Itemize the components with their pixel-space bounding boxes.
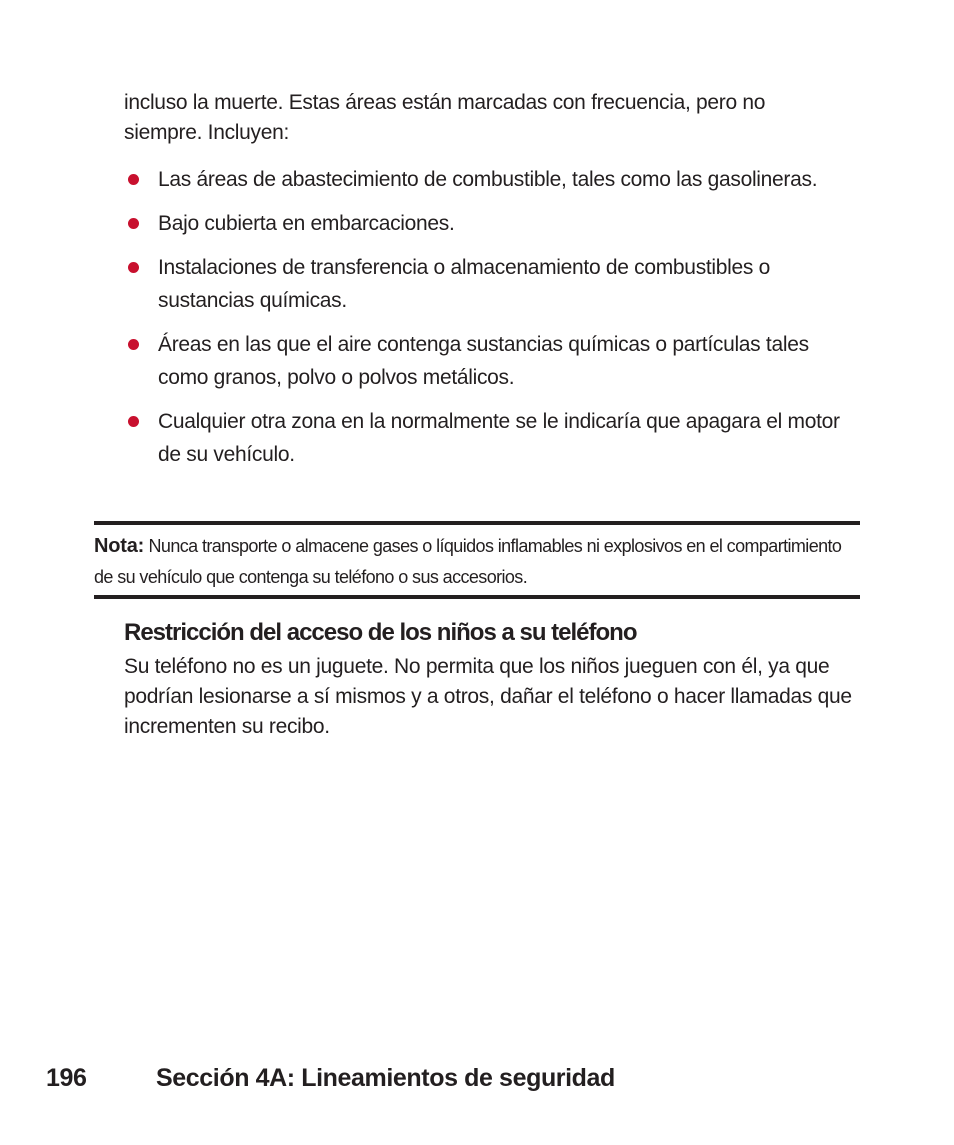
- page-footer: [46, 1060, 615, 1096]
- intro-paragraph: incluso la muerte. Estas áreas están marcadas con frecuencia, pero no siempre. Incluyen:: [124, 91, 766, 144]
- bullet-dot-icon: [128, 174, 139, 185]
- list-item-text: Cualquier otra zona en la normalmente se le indicaría que apagara el motor de su vehículo.: [158, 410, 840, 466]
- list-item: [124, 251, 864, 317]
- note-label: Nota:: [94, 535, 145, 557]
- list-item-text: Las áreas de abastecimiento de combustible, tales como las gasolineras.: [158, 168, 818, 191]
- bullet-dot-icon: [128, 218, 139, 229]
- bullet-dot-icon: [128, 339, 139, 350]
- page-number: 196: [46, 1064, 87, 1092]
- list-item-text: Bajo cubierta en embarcaciones.: [158, 212, 455, 235]
- list-item: [124, 163, 864, 196]
- note-box: [94, 521, 860, 599]
- section-heading: Restricción del acceso de los niños a su teléfono: [124, 619, 637, 646]
- list-item: [124, 405, 864, 471]
- list-item: [124, 328, 864, 394]
- bullet-dot-icon: [128, 262, 139, 273]
- list-item: [124, 207, 864, 240]
- list-item-text: Instalaciones de transferencia o almacenamiento de combustibles o sustancias químicas.: [158, 256, 771, 312]
- list-item-text: Áreas en las que el aire contenga sustancias químicas o partículas tales como granos, polvo o polvos metálicos.: [158, 333, 809, 389]
- footer-section-title: Sección 4A: Lineamientos de seguridad: [156, 1064, 615, 1092]
- section-body: Su teléfono no es un juguete. No permita que los niños jueguen con él, ya que podrían lesionarse a sí mismos y a otros, dañar el teléfono o hacer llamadas que incrementen su recibo.: [124, 655, 852, 738]
- note-text: Nunca transporte o almacene gases o líquidos inflamables ni explosivos en el compartimiento de su vehículo que contenga su teléfono o sus accesorios.: [94, 536, 842, 587]
- note-paragraph: [94, 531, 860, 593]
- hazard-list: [124, 163, 864, 482]
- bullet-dot-icon: [128, 416, 139, 427]
